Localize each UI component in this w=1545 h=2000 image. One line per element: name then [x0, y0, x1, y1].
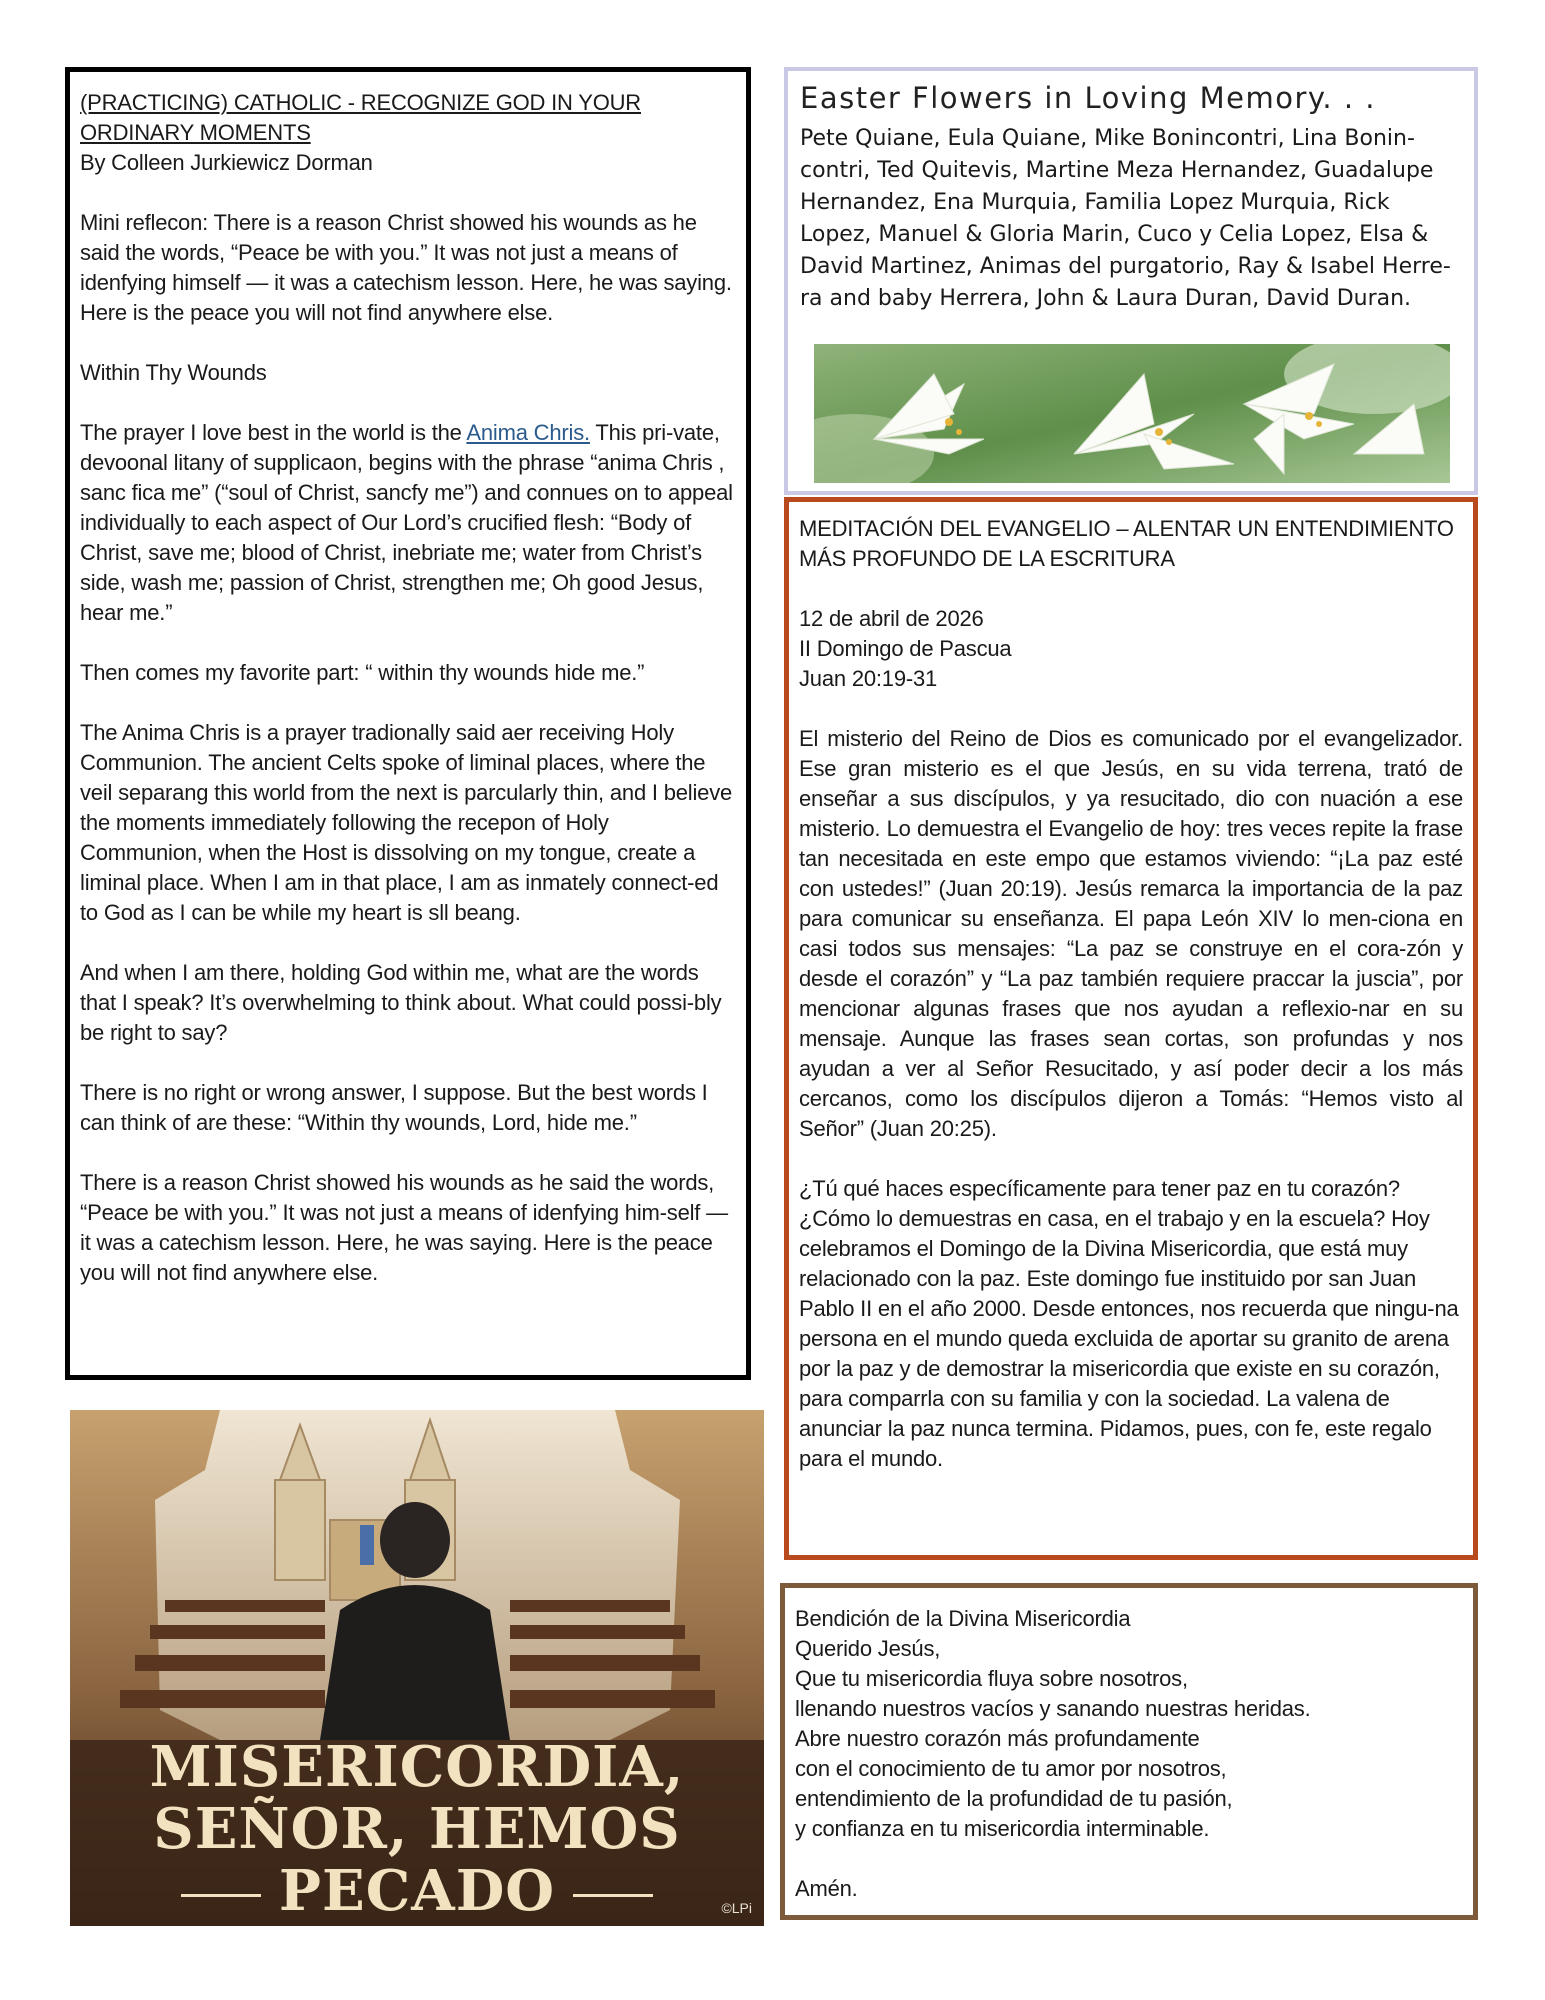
poster-title-line-3-text: PECADO — [278, 1858, 556, 1924]
blessing-line-4: llenando nuestros vacíos y sanando nuestras heridas. — [795, 1696, 1311, 1721]
article-paragraph-2-end: This pri-vate, devoonal litany of supplicaon, begins with the phrase “anima Chris , sanc fica me” (“soul of Christ, sancfy me”) and connues on to appeal individually to each aspect of Our Lord’s crucified flesh: “Body of Christ, save me; blood of Christ, inebriate me; water from Christ’s side, wash me; passion of Christ, strengthen me; Oh good Jesus, hear me.” — [80, 420, 733, 625]
article-paragraph-2 — [80, 418, 736, 628]
gospel-reading: Juan 20:19-31 — [799, 666, 938, 691]
gospel-paragraph-1: El misterio del Reino de Dios es comunicado por el evangelizador. Ese gran misterio es el que Jesús, en su vida terrena, trató de enseñar a sus discípulos, y ya resucitado, dio con nuación a ese misterio. Lo demuestra el Evangelio de hoy: tres veces repite la frase tan necesitada en este empo que estamos viviendo: “¡La paz esté con ustedes!” (Juan 20:19). Jesús remarca la importancia de la paz para comunicar su enseñanza. El papa León XIV lo men-ciona en casi todos sus mensajes: “La paz se construye en el cora-zón y desde el corazón” y “La paz también requiere praccar la juscia”, por mencionar algunas frases que nos ayudan a reflexio-nar en su mensaje. Aunque las frases sean cortas, son profundas y nos ayudan a ver al Señor Resucitado, y así poder decir a los más cercanos, como los discípulos dijeron a Tomás: “Hemos visto al Señor” (Juan 20:25). — [799, 726, 1463, 1141]
easter-lily-image — [814, 344, 1450, 483]
gospel-paragraph-2: ¿Tú qué haces específicamente para tener paz en tu corazón? ¿Cómo lo demuestras en casa, en el trabajo y en la escuela? Hoy celebramos el Domingo de la Divina Misericordia, que está muy relacionado con la paz. Este domingo fue instituido por san Juan Pablo II en el año 2000. Desde entonces, nos recuerda que ningu-na persona en el mundo queda excluida de aportar su granito de arena por la paz y de demostrar la misericordia que existe en su corazón, para comparrla con su familia y con la sociedad. La valena de anunciar la paz nunca termina. Pidamos, pues, con fe, este regalo para el mundo. — [799, 1176, 1459, 1471]
blessing-line-6: con el conocimiento de tu amor por nosotros, — [795, 1756, 1227, 1781]
poster-rule-left — [181, 1894, 261, 1897]
blessing-line-3: Que tu misericordia fluya sobre nosotros, — [795, 1666, 1188, 1691]
blessing-line-1: Bendición de la Divina Misericordia — [795, 1606, 1131, 1631]
article-paragraph-7: There is a reason Christ showed his wounds as he said the words, “Peace be with you.” It was not just a means of idenfying him-self — it was a catechism lesson. Here, he was saying. Here is the peace you will not find anywhere else. — [80, 1170, 728, 1285]
blessing-line-8: y confianza en tu misericordia interminable. — [795, 1816, 1210, 1841]
poster-title-line-1: MISERICORDIA, — [149, 1734, 685, 1800]
easter-flowers-names: Pete Quiane, Eula Quiane, Mike Bonincontri, Lina Bonin-contri, Ted Quitevis, Martine Meza Hernandez, Guadalupe Hernandez, Ena Murquia, Familia Lopez Murquia, Rick Lopez, Manuel & Gloria Marin, Cuco y Celia Lopez, Elsa & David Martinez, Animas del purgatorio, Ray & Isabel Herre-ra and baby Herrera, John & Laura Duran, David Duran. — [800, 126, 1451, 311]
article-paragraph-5: And when I am there, holding God within me, what are the words that I speak? It’s overwhelming to think about. What could possi-bly be right to say? — [80, 960, 722, 1045]
article-paragraph-3: Then comes my favorite part: “ within thy wounds hide me.” — [80, 660, 645, 685]
article-paragraph-6: There is no right or wrong answer, I suppose. But the best words I can think of are these: “Within thy wounds, Lord, hide me.” — [80, 1080, 708, 1135]
gospel-meditation-box — [784, 497, 1478, 1560]
article-paragraph-1: Mini reflecon: There is a reason Christ showed his wounds as he said the words, “Peace be with you.” It was not just a means of idenfying himself — it was a catechism lesson. Here, he was saying. Here is the peace you will not find anywhere else. — [80, 210, 732, 325]
article-byline: By Colleen Jurkiewicz Dorman — [80, 150, 373, 175]
article-box — [65, 67, 751, 1380]
misericordia-poster — [70, 1410, 764, 1926]
article-paragraph-4: The Anima Chris is a prayer tradionally said aer receiving Holy Communion. The ancient Celts spoke of liminal places, where the veil separang this world from the next is parcularly thin, and I believe the moments immediately following the recepon of Holy Communion, when the Host is dissolving on my tongue, create a liminal place. When I am in that place, I am as inmately connect-ed to God as I can be while my heart is sll beang. — [80, 720, 733, 925]
gospel-title: MEDITACIÓN DEL EVANGELIO – ALENTAR UN ENTENDIMIENTO MÁS PROFUNDO DE LA ESCRITURA — [799, 516, 1454, 571]
blessing-line-7: entendimiento de la profundidad de tu pasión, — [795, 1786, 1233, 1811]
poster-title-line-2: SEÑOR, HEMOS — [153, 1796, 681, 1862]
poster-credit: ©LPi — [721, 1900, 752, 1916]
lily-illustration — [814, 344, 1450, 483]
gospel-date: 12 de abril de 2026 — [799, 606, 984, 631]
poster-rule-right — [573, 1894, 653, 1897]
blessing-amen: Amén. — [795, 1876, 858, 1901]
article-subhead: Within Thy Wounds — [80, 360, 267, 385]
poster-title-line-3 — [70, 1860, 764, 1922]
blessing-box — [780, 1583, 1478, 1920]
blessing-line-2: Querido Jesús, — [795, 1636, 941, 1661]
blessing-line-5: Abre nuestro corazón más profundamente — [795, 1726, 1200, 1751]
article-paragraph-2-start: The prayer I love best in the world is the — [80, 420, 467, 445]
easter-flowers-heading: Easter Flowers in Loving Memory. . . — [800, 81, 1377, 115]
anima-christi-link[interactable]: Anima Chris. — [466, 420, 590, 445]
article-title: (PRACTICING) CATHOLIC - RECOGNIZE GOD IN YOUR ORDINARY MOMENTS — [80, 90, 641, 145]
easter-flowers-box — [784, 67, 1478, 495]
gospel-sunday: II Domingo de Pascua — [799, 636, 1012, 661]
